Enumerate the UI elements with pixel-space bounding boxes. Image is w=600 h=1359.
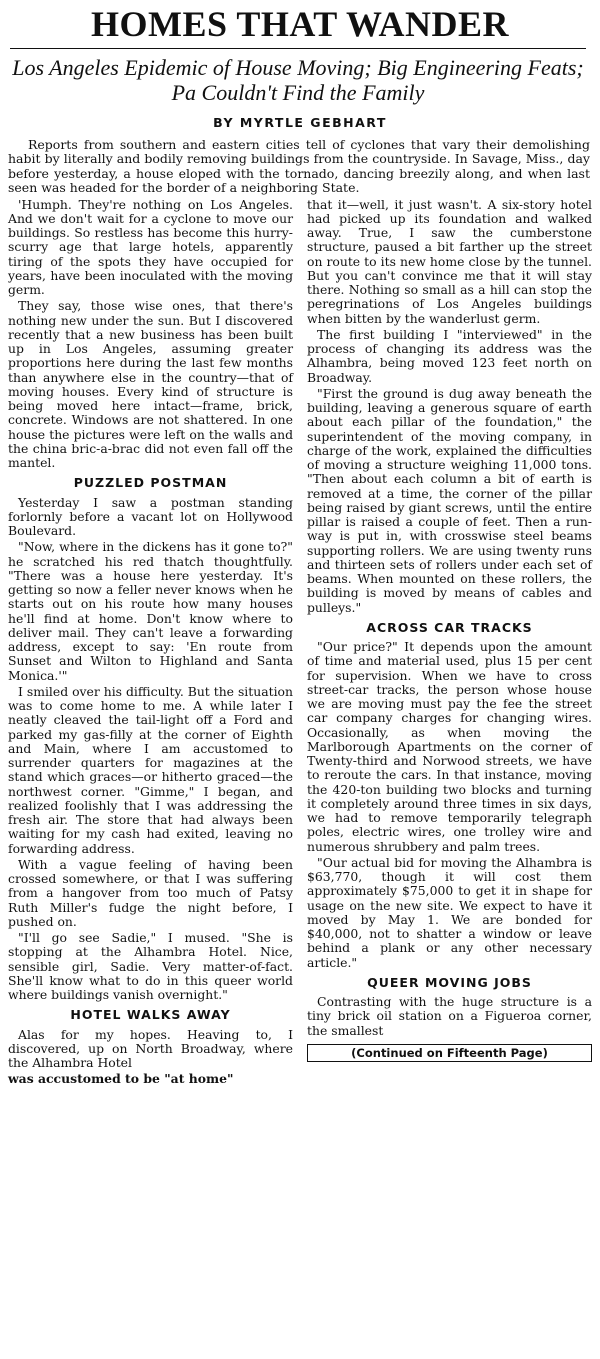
headline: HOMES THAT WANDER bbox=[91, 4, 509, 44]
right-column bbox=[307, 198, 592, 1089]
subhead: PUZZLED POSTMAN bbox=[73, 475, 228, 491]
columns bbox=[8, 198, 592, 1089]
paragraph: I smiled over his difficulty. But the situation was to come home to me. A while later I neatly cleaved the tail-light off a Ford and parked my gas-filly at the corner of Eighth and Main, where I am accustomed to surrender quarters for magazines at the stand which graces—or hitherto graced—the northwest corner. "Gimme," I began, and realized foolishly that I was addressing the fresh air. The store that had always been waiting for my cash had exited, leaving no forwarding address. bbox=[8, 683, 294, 856]
subhead: ACROSS CAR TRACKS bbox=[366, 619, 533, 635]
paragraph: With a vague feeling of having been crossed somewhere, or that I was suffering from a hangover from too much of Patsy Ruth Miller's fudge the night before, I pushed on. bbox=[8, 856, 293, 929]
article bbox=[8, 4, 592, 1351]
continued-notice: (Continued on Fifteenth Page) bbox=[307, 1044, 592, 1062]
paragraph: The first building I "interviewed" in the process of changing its address was the Alhambra, being moved 123 feet north on Broadway. bbox=[307, 326, 592, 385]
paragraph: Alas for my hopes. Heaving to, I discovered, up on North Broadway, where the Alhambra Hotel bbox=[8, 1026, 293, 1071]
subhead: HOTEL WALKS AWAY bbox=[70, 1007, 231, 1023]
left-column bbox=[8, 198, 293, 1089]
byline: BY MYRTLE GEBHART bbox=[213, 115, 387, 130]
paragraph: 'Humph. They're nothing on Los Angeles. And we don't wait for a cyclone to move our buildings. So restless has become this hurry-scurry age that large hotels, apparently tiring of the spots they have occupied for years, have been inoculated with the moving germ. bbox=[8, 196, 293, 298]
paragraph: Contrasting with the huge structure is a tiny brick oil station on a Figueroa corner, the smallest bbox=[307, 994, 592, 1038]
paragraph: They say, those wise ones, that there's nothing new under the sun. But I discovered recently that a new business has been built up in Los Angeles, assuming greater proportions here during the last few months than anywhere else in the country—that of moving houses. Every kind of structure is being moved here intact—frame, brick, concrete. Windows are not shattered. In one house the pictures were left on the walls and the china bric-a-brac did not even fall off the mantel. bbox=[8, 298, 293, 471]
subhead: QUEER MOVING JOBS bbox=[367, 974, 532, 990]
paragraph: that it—well, it just wasn't. A six-story hotel had picked up its foundation and walked away. True, I saw the cumberstone structure, paused a bit farther up the street on route to its new home close by the tunnel. But you can't convince me that it will stay there. Nothing so small as a hill can stop the peregrinations of Los Angeles buildings when bitten by the wanderlust germ. bbox=[307, 196, 592, 326]
paragraph: "Our actual bid for moving the Alhambra is $63,770, though it will cost them approximately $75,000 to get it in shape for usage on the new site. We expect to have it moved by May 1. We are bonded for $40,000, not to shatter a window or leave behind a plank or any other necessary article." bbox=[307, 854, 592, 970]
lede-paragraph: Reports from southern and eastern cities tell of cyclones that vary their demolishing habit by literally and bodily removing buildings from the countryside. In Savage, Miss., day before yesterday, a house eloped with the tornado, dancing breezily along, and when last seen was headed for the border of a neighboring State. bbox=[8, 137, 590, 196]
paragraph: was accustomed to be "at home" bbox=[8, 1071, 234, 1087]
deck bbox=[10, 48, 586, 105]
rule bbox=[10, 48, 586, 49]
lede bbox=[8, 138, 590, 196]
paragraph: "Now, where in the dickens has it gone to?" he scratched his red thatch thoughtfully. "There was a house here yesterday. It's getting so now a feller never knows when he starts out on his route how many houses he'll find at home. Don't know where to deliver mail. They can't leave a forwarding address, except to say: 'En route from Sunset and Wilton to Highland and Santa Monica.'" bbox=[8, 539, 293, 683]
paragraph: "I'll go see Sadie," I mused. "She is stopping at the Alhambra Hotel. Nice, sensible girl, Sadie. Very matter-of-fact. She'll know what to do in this queer world where buildings vanish overnight." bbox=[8, 930, 293, 1003]
paragraph: Yesterday I saw a postman standing forlornly before a vacant lot on Hollywood Boulevard. bbox=[8, 494, 293, 539]
deck-text: Los Angeles Epidemic of House Moving; Big Engineering Feats; Pa Couldn't Find the Family bbox=[12, 55, 584, 105]
paragraph: "First the ground is dug away beneath the building, leaving a generous square of earth about each pillar of the foundation," the superintendent of the moving company, in charge of the work, explained the difficulties of moving a structure weighing 11,000 tons. "Then about each column a bit of earth is removed at a time, the corner of the pillar being raised by giant screws, until the entire pillar is raised a couple of feet. Then a run-way is put in, with crosswise steel beams supporting rollers. We are using twenty runs and thirteen sets of rollers under each set of beams. When mounted on these rollers, the building is moved by means of cables and pulleys." bbox=[307, 385, 592, 615]
paragraph: "Our price?" It depends upon the amount of time and material used, plus 15 per cent for supervision. When we have to cross street-car tracks, the person whose house we are moving must pay the fee the street car company charges for changing wires. Occasionally, as when moving the Marlborough Apartments on the corner of Twenty-third and Norwood streets, we have to reroute the cars. In that instance, moving the 420-ton building two blocks and turning it completely around three times in six days, we had to remove temporarily telegraph poles, electric wires, one trolley wire and numerous shrubbery and palm trees. bbox=[307, 639, 592, 854]
